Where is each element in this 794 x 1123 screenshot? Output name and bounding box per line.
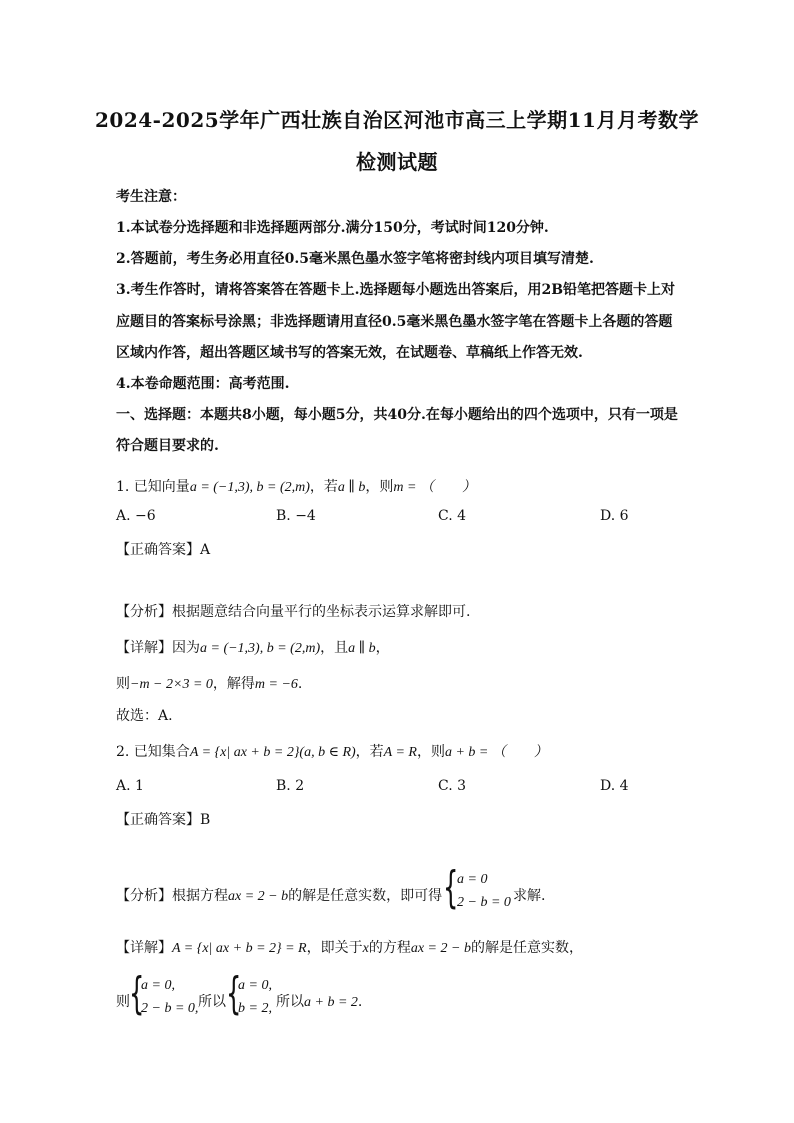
question-1-option-a: A. −6 bbox=[116, 508, 156, 524]
question-2-detail-var: x bbox=[362, 941, 369, 956]
question-2-analysis-mid: 的解是任意实数，即可得 bbox=[288, 888, 443, 904]
notice-item-3-line3: 区域内作答，超出答题区域书写的答案无效，在试题卷、草稿纸上作答无效. bbox=[116, 345, 583, 361]
question-1-ask: m = （ ） bbox=[393, 480, 476, 495]
system-row-1: a = 0, bbox=[238, 978, 272, 993]
question-1-prefix: 1. 已知向量 bbox=[116, 479, 190, 495]
notice-item-3-line1: 3.考生作答时，请将答案答在答题卡上.选择题每小题选出答案后，用2B铅笔把答题卡上对 bbox=[116, 282, 676, 298]
notice-heading: 考生注意： bbox=[116, 189, 186, 205]
notice-item-3-line2: 应题目的答案标号涂黑；非选择题请用直径0.5毫米黑色墨水签字笔在答题卡上各题的答题 bbox=[116, 314, 673, 330]
question-1-step bbox=[116, 673, 302, 693]
question-1-tail: ，则 bbox=[365, 479, 394, 495]
question-2-then: 则 bbox=[116, 994, 130, 1010]
question-2-option-c: C. 3 bbox=[438, 778, 467, 794]
question-2-detail-eq: ax = 2 − b bbox=[410, 941, 471, 956]
question-1-parallel: a ∥ b bbox=[337, 480, 366, 495]
question-1-step-prefix: 则 bbox=[116, 676, 130, 692]
question-2-detail-mid: ，即关于 bbox=[306, 940, 363, 956]
question-1-detail-end: ， bbox=[375, 640, 390, 656]
question-2-prefix: 2. 已知集合 bbox=[116, 744, 190, 760]
system-row-1: a = 0, bbox=[141, 978, 175, 993]
question-1-mid: ，若 bbox=[309, 479, 338, 495]
question-1-detail-vectors: a = (−1,3), b = (2,m) bbox=[200, 641, 321, 656]
question-2-stem bbox=[116, 741, 548, 761]
question-2-analysis-eq: ax = 2 − b bbox=[228, 889, 289, 904]
question-1-detail bbox=[116, 637, 390, 657]
question-1-analysis: 【分析】根据题意结合向量平行的坐标表示运算求解即可. bbox=[116, 604, 471, 620]
question-2-mid: ，若 bbox=[355, 744, 384, 760]
question-1-step-mid: ，解得 bbox=[212, 676, 255, 692]
left-brace-icon: { bbox=[226, 968, 242, 1019]
question-1-detail-prefix: 【详解】因为 bbox=[116, 640, 200, 656]
notice-item-2: 2.答题前，考生务必用直径0.5毫米黑色墨水签字笔将密封线内项目填写清楚. bbox=[116, 251, 594, 267]
question-2-set: A = {x| ax + b = 2}(a, b ∈ R) bbox=[189, 745, 356, 760]
section-heading-line2: 符合题目要求的. bbox=[116, 438, 219, 454]
question-2-detail-end: 的解是任意实数， bbox=[470, 940, 583, 956]
question-2-final-end: . bbox=[357, 994, 363, 1010]
question-2-final bbox=[276, 991, 362, 1011]
question-2-cond: A = R bbox=[383, 745, 417, 760]
question-1-option-d: D. 6 bbox=[600, 508, 629, 524]
question-1-conclusion: 故选：A. bbox=[116, 708, 173, 724]
question-2-final-prefix: 所以 bbox=[276, 994, 304, 1010]
question-2-option-d: D. 4 bbox=[600, 778, 629, 794]
question-2-detail bbox=[116, 937, 583, 957]
left-brace-icon: { bbox=[443, 862, 459, 913]
left-brace-icon: { bbox=[129, 968, 145, 1019]
question-2-option-a: A. 1 bbox=[116, 778, 144, 794]
notice-item-1: 1.本试卷分选择题和非选择题两部分.满分150分，考试时间120分钟. bbox=[116, 220, 549, 236]
question-2-analysis bbox=[116, 885, 442, 905]
question-1-stem bbox=[116, 476, 476, 496]
question-1-step-end: . bbox=[297, 676, 303, 692]
document-title-line2: 检测试题 bbox=[356, 150, 438, 174]
question-2-system-1 bbox=[129, 968, 209, 1022]
section-heading-line1: 一、选择题：本题共8小题，每小题5分，共40分.在每小题给出的四个选项中，只有一项是 bbox=[116, 407, 678, 423]
question-2-so-label: 所以 bbox=[198, 994, 226, 1010]
question-2-analysis-system bbox=[443, 862, 523, 916]
document-title-line1: 2024-2025学年广西壮族自治区河池市高三上学期11月月考数学 bbox=[95, 108, 699, 132]
notice-item-4: 4.本卷命题范围：高考范围. bbox=[116, 376, 290, 392]
question-2-detail-prefix: 【详解】 bbox=[116, 940, 172, 956]
question-1-detail-parallel: a ∥ b bbox=[348, 641, 376, 656]
question-2-final-eq: a + b = 2 bbox=[304, 995, 358, 1010]
question-2-answer: 【正确答案】B bbox=[116, 812, 211, 828]
question-1-option-b: B. −4 bbox=[276, 508, 316, 524]
question-1-step-eq: −m − 2×3 = 0 bbox=[130, 677, 213, 692]
question-1-detail-mid: ，且 bbox=[320, 640, 349, 656]
system-row-1: a = 0 bbox=[457, 872, 488, 887]
question-2-detail-mid2: 的方程 bbox=[368, 940, 411, 956]
question-2-option-b: B. 2 bbox=[276, 778, 305, 794]
question-2-ask: a + b = （ ） bbox=[444, 745, 548, 760]
question-1-option-c: C. 4 bbox=[438, 508, 467, 524]
system-row-2: b = 2, bbox=[238, 1001, 272, 1016]
question-1-answer: 【正确答案】A bbox=[116, 542, 211, 558]
system-row-2: 2 − b = 0, bbox=[141, 1001, 199, 1016]
question-1-vectors: a = (−1,3), b = (2,m) bbox=[189, 480, 310, 495]
question-2-analysis-end: 求解. bbox=[513, 888, 546, 904]
question-2-tail: ，则 bbox=[416, 744, 445, 760]
question-2-detail-set: A = {x| ax + b = 2} = R bbox=[172, 941, 307, 956]
question-2-analysis-prefix: 【分析】根据方程 bbox=[116, 888, 228, 904]
question-1-step-result: m = −6 bbox=[254, 677, 298, 692]
system-row-2: 2 − b = 0 bbox=[457, 895, 511, 910]
